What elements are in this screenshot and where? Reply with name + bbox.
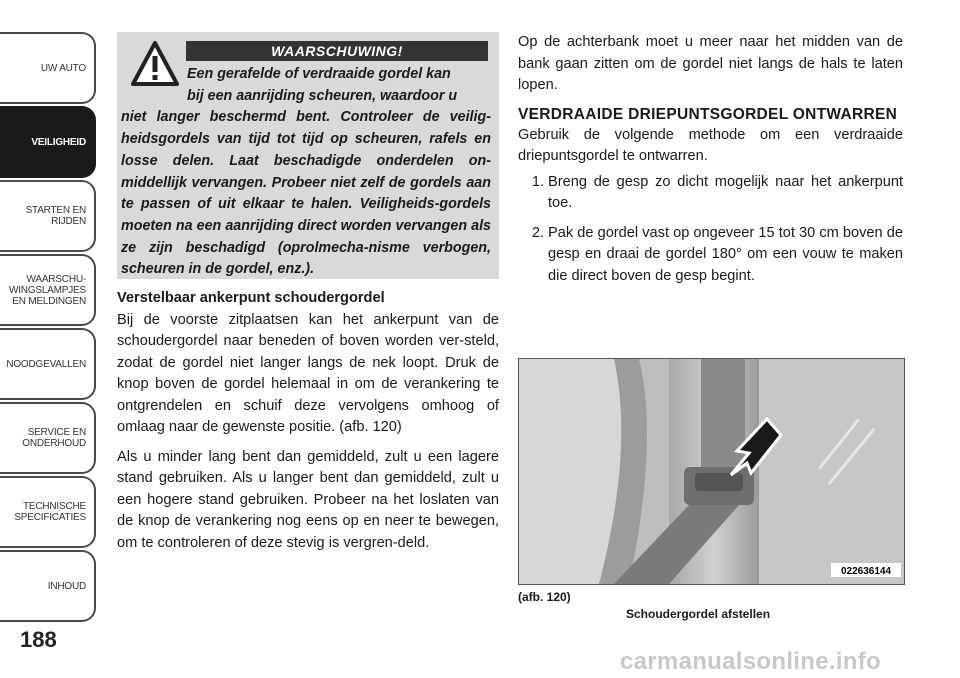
- seatbelt-illustration: [519, 359, 904, 584]
- figure-label: (afb. 120): [518, 590, 571, 604]
- warning-line-2: bij een aanrijding scheuren, waardoor u: [187, 87, 458, 104]
- tab-inhoud[interactable]: [0, 550, 96, 622]
- paragraph: Bij de voorste zitplaatsen kan het ankerpunt van de schoudergordel naar beneden of boven worden ver-steld, zodat de gordel niet langer langs de nek loopt. Druk de knop boven de gordel helemaal in om de verankering te ontgrendelen en schuif deze vervolgens omhoog of omlaag naar de gewenste positie. (afb. 120): [117, 311, 499, 435]
- list-item: [518, 223, 903, 288]
- warning-body: niet langer beschermd bent. Controleer de veilig-heidsgordels van tijd tot tijd op scheuren, rafels en losse delen. Laat beschadigde onderdelen on-middellijk vervangen. Probeer niet zelf de gordels aan te passen of uit elkaar te halen. Veiligheids-gordels moeten na een aanrijding direct worden vervangen als ze zijn beschadigd (oprolmecha-nisme verbogen, scheuren in de gordel, enz.).: [121, 109, 491, 278]
- figure-caption: Schoudergordel afstellen: [626, 607, 771, 621]
- tab-starten-en-rijden[interactable]: [0, 180, 96, 252]
- paragraph: Gebruik de volgende methode om een verdraaide driepuntsgordel te ontwarren.: [518, 126, 903, 164]
- tab-label: VEILIGHEID: [31, 136, 86, 148]
- tab-label: TECHNISCHE SPECIFICATIES: [14, 501, 86, 523]
- page-number: 188: [20, 627, 57, 652]
- warning-line-1: Een gerafelde of verdraaide gordel kan: [187, 66, 451, 82]
- tab-label: SERVICE EN ONDERHOUD: [22, 427, 86, 449]
- tab-label: INHOUD: [47, 580, 86, 592]
- tab-uw-auto[interactable]: [0, 32, 96, 104]
- figure-photo: [518, 358, 905, 585]
- tab-waarschuwingslampjes[interactable]: [0, 254, 96, 326]
- left-column: [117, 288, 499, 554]
- paragraph: Als u minder lang bent dan gemiddeld, zult u een lagere stand gebruiken. Als u langer bent dan gemiddeld, zult u een hogere stand gebruiken. Probeer na het loslaten van de knop de verankering nog eens op en neer te bewegen, om te controleren of deze stevig is vergren-deld.: [117, 448, 499, 551]
- tab-label: NOODGEVALLEN: [6, 358, 86, 370]
- tab-service-en-onderhoud[interactable]: [0, 402, 96, 474]
- warning-title: WAARSCHUWING!: [186, 41, 488, 61]
- warning-text: [121, 64, 491, 281]
- tab-label: UW AUTO: [40, 62, 86, 74]
- figure-code: 022636144: [840, 566, 892, 577]
- right-column: [518, 32, 903, 287]
- watermark: carmanualsonline.info: [620, 648, 882, 675]
- paragraph: Op de achterbank moet u meer naar het midden van de bank gaan zitten om de gordel niet langs de hals te laten lopen.: [518, 34, 903, 93]
- section-heading: VERDRAAIDE DRIEPUNTSGORDEL ONTWARREN: [518, 105, 898, 123]
- list-text: Breng de gesp zo dicht mogelijk naar het ankerpunt toe.: [548, 173, 903, 211]
- tab-label: STARTEN EN RIJDEN: [25, 205, 86, 227]
- list-text: Pak de gordel vast op ongeveer 15 tot 30 cm boven de gesp en draai de gordel 180° om een vouw te maken die direct boven de gesp begint.: [548, 224, 903, 284]
- section-heading: Verstelbaar ankerpunt schoudergordel: [117, 290, 385, 306]
- tab-technische-specificaties[interactable]: [0, 476, 96, 548]
- tab-noodgevallen[interactable]: [0, 328, 96, 400]
- tab-veiligheid[interactable]: [0, 106, 96, 178]
- list-item: [518, 172, 903, 215]
- list-number: 1.: [531, 173, 544, 190]
- tab-label: WAARSCHU- WINGSLAMPJES EN MELDINGEN: [8, 273, 86, 307]
- list-number: 2.: [531, 224, 544, 241]
